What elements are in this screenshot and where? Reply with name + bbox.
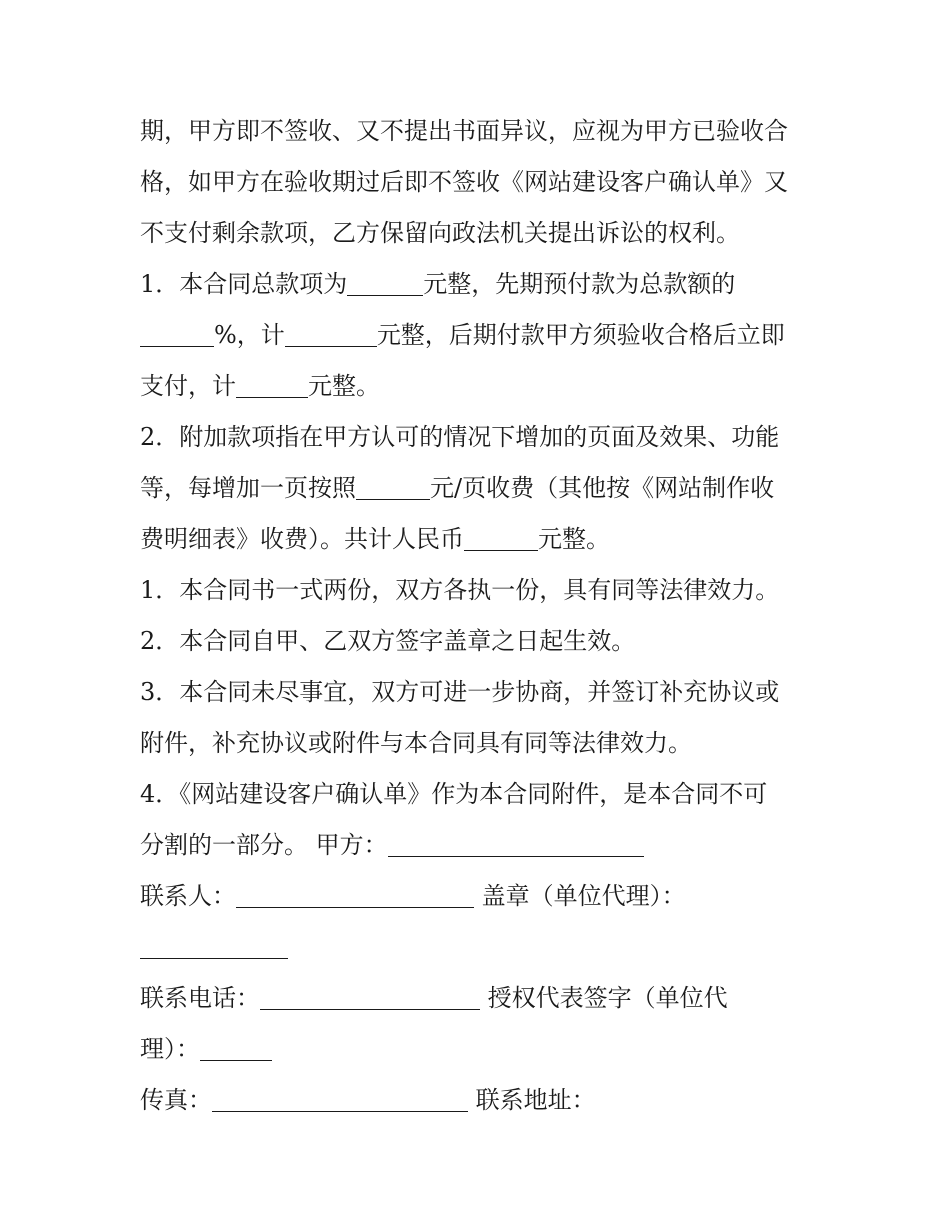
term-line-party-a [140,820,820,871]
extra-line-2 [140,463,820,514]
auth-line [140,1024,820,1075]
payment-line-2 [140,310,820,361]
seal-blank [140,928,288,959]
extra-text: 元/页收费（其他按《网站制作收 [430,474,775,502]
contract-body [140,106,820,1126]
per-page-fee-blank [356,469,430,500]
contact-blank [236,877,474,908]
payment-text: 1．本合同总款项为 [140,270,348,298]
fax-blank [212,1081,468,1112]
term-line: 3．本合同未尽事宜，双方可进一步协商，并签订补充协议或 [140,678,780,706]
prepay-percent-blank [140,316,214,347]
address-label: 联系地址： [475,1086,596,1114]
auth-blank [200,1030,272,1061]
term-line: 2．本合同自甲、乙双方签字盖章之日起生效。 [140,627,636,655]
extra-line-3 [140,514,820,565]
payment-text: %，计 [214,321,285,349]
extra-text: 费明细表》收费）。共计人民币 [140,525,464,553]
extra-text: 元整。 [538,525,610,553]
phone-blank [260,979,480,1010]
payment-line-3 [140,361,820,412]
term-line: 1．本合同书一式两份，双方各执一份，具有同等法律效力。 [140,576,780,604]
extra-line-1: 2．附加款项指在甲方认可的情况下增加的页面及效果、功能 [140,423,780,451]
fax-label: 传真： [140,1086,212,1114]
extra-total-blank [464,520,538,551]
seal-blank-line [140,922,820,973]
final-amount-blank [236,367,308,398]
paragraph-line: 期，甲方即不签收、又不提出书面异议，应视为甲方已验收合 [140,117,788,145]
auth-label: 授权代表签字（单位代 [487,984,728,1012]
contact-line [140,871,820,922]
phone-line [140,973,820,1024]
payment-text: 支付，计 [140,372,236,400]
term-text: 分割的一部分。 甲方： [140,831,388,859]
total-amount-blank [347,265,423,296]
party-a-blank [388,826,644,857]
extra-text: 等，每增加一页按照 [140,474,356,502]
paragraph-line: 格，如甲方在验收期过后即不签收《网站建设客户确认单》又 [140,168,788,196]
payment-text: 元整。 [308,372,380,400]
prepay-amount-blank [285,316,377,347]
payment-line-1 [140,259,820,310]
phone-label: 联系电话： [140,984,260,1012]
payment-text: 元整，先期预付款为总款额的 [423,270,736,298]
auth-label: 理）： [140,1035,200,1063]
contact-label: 联系人： [140,882,236,910]
term-line: 4．《网站建设客户确认单》作为本合同附件，是本合同不可 [140,780,768,808]
paragraph-line: 不支付剩余款项，乙方保留向政法机关提出诉讼的权利。 [140,219,740,247]
payment-text: 元整，后期付款甲方须验收合格后立即 [376,321,785,349]
term-line: 附件，补充协议或附件与本合同具有同等法律效力。 [140,729,692,757]
seal-label: 盖章（单位代理）： [481,882,686,910]
fax-line [140,1075,820,1126]
